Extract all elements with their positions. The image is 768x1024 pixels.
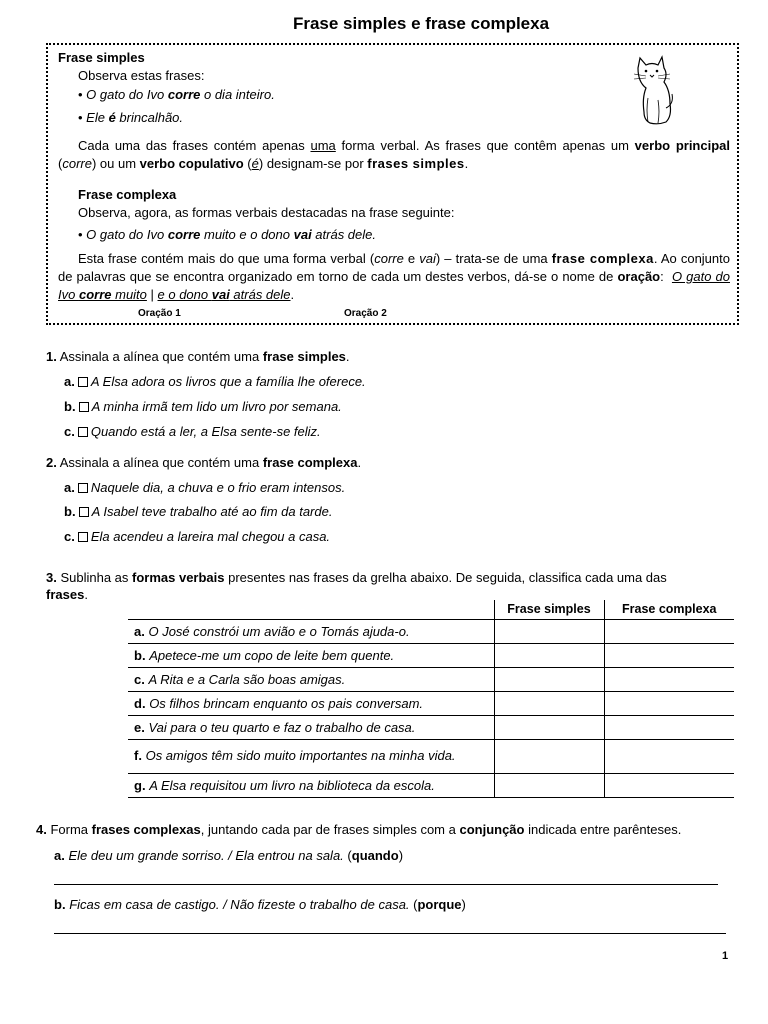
- q1-option-c[interactable]: c. Quando está a ler, a Elsa sente-se feliz.: [64, 424, 321, 439]
- checkbox[interactable]: [78, 377, 88, 387]
- answer-cell[interactable]: [494, 773, 604, 797]
- table-row: d. Os filhos brincam enquanto os pais conversam.: [128, 691, 734, 715]
- explanation-paragraph: Cada uma das frases contém apenas uma forma verbal. As frases que contêm apenas um verbo principal (corre) ou um verbo copulativo (é) designam-se por frases simples.: [58, 138, 730, 171]
- question-3: 3. Sublinha as formas verbais presentes nas frases da grelha abaixo. De seguida, classifica cada uma das frases.: [46, 570, 667, 602]
- answer-cell[interactable]: [604, 619, 734, 643]
- answer-cell[interactable]: [494, 619, 604, 643]
- checkbox[interactable]: [78, 483, 88, 493]
- answer-line-a[interactable]: [54, 884, 718, 885]
- example-sentence: • O gato do Ivo corre o dia inteiro.: [78, 87, 275, 102]
- answer-cell[interactable]: [494, 643, 604, 667]
- header-frase-simples: Frase simples: [494, 600, 604, 619]
- classification-table: [128, 600, 734, 798]
- q2-option-c[interactable]: c. Ela acendeu a lareira mal chegou a casa.: [64, 529, 331, 544]
- example-sentence: • Ele é brincalhão.: [78, 110, 184, 125]
- table-row: e. Vai para o teu quarto e faz o trabalho de casa.: [128, 715, 734, 739]
- checkbox[interactable]: [78, 532, 88, 542]
- checkbox[interactable]: [79, 402, 89, 412]
- answer-cell[interactable]: [604, 643, 734, 667]
- answer-line-b[interactable]: [54, 933, 726, 934]
- intro-text: Observa, agora, as formas verbais destacadas na frase seguinte:: [78, 205, 455, 220]
- label-oracao-1: Oração 1: [138, 308, 181, 319]
- intro-text: Observa estas frases:: [78, 68, 205, 83]
- header-frase-complexa: Frase complexa: [604, 600, 734, 619]
- table-row: g. A Elsa requisitou um livro na biblioteca da escola.: [128, 773, 734, 797]
- page-number: 1: [722, 950, 729, 962]
- table-row: a. O José constrói um avião e o Tomás ajuda-o.: [128, 619, 734, 643]
- table-row: b. Apetece-me um copo de leite bem quente.: [128, 643, 734, 667]
- question-1: 1. Assinala a alínea que contém uma frase simples.: [46, 349, 350, 364]
- answer-cell[interactable]: [604, 691, 734, 715]
- cat-illustration: [628, 54, 676, 126]
- q4-item-b: b. Ficas em casa de castigo. / Não fizeste o trabalho de casa. (porque): [54, 897, 466, 912]
- section-heading-simples: Frase simples: [58, 50, 145, 65]
- answer-cell[interactable]: [494, 715, 604, 739]
- answer-cell[interactable]: [604, 715, 734, 739]
- table-header-row: [128, 600, 734, 619]
- answer-cell[interactable]: [494, 739, 604, 773]
- page-title: Frase simples e frase complexa: [292, 14, 550, 33]
- q2-option-b[interactable]: b. A Isabel teve trabalho até ao fim da tarde.: [64, 504, 333, 519]
- table-row: c. A Rita e a Carla são boas amigas.: [128, 667, 734, 691]
- explanation-paragraph: Esta frase contém mais do que uma forma verbal (corre e vai) – trata-se de uma frase complexa. Ao conjunto de palavras que se encontra organizado em torno de cada um destes verbos, dá-se o nome de oração: O gato do Ivo corre muito | e o dono vai atrás dele.: [58, 251, 730, 302]
- answer-cell[interactable]: [604, 739, 734, 773]
- question-4: 4. Forma frases complexas, juntando cada par de frases simples com a conjunção indicada entre parênteses.: [36, 822, 682, 837]
- question-2: 2. Assinala a alínea que contém uma frase complexa.: [46, 455, 362, 470]
- q2-option-a[interactable]: a. Naquele dia, a chuva e o frio eram intensos.: [64, 480, 346, 495]
- answer-cell[interactable]: [494, 691, 604, 715]
- checkbox[interactable]: [79, 507, 89, 517]
- q4-item-a: a. Ele deu um grande sorriso. / Ela entrou na sala. (quando): [54, 848, 404, 863]
- q1-option-b[interactable]: b. A minha irmã tem lido um livro por semana.: [64, 399, 342, 414]
- answer-cell[interactable]: [604, 773, 734, 797]
- label-oracao-2: Oração 2: [344, 308, 387, 319]
- q1-option-a[interactable]: a. A Elsa adora os livros que a família lhe oferece.: [64, 374, 366, 389]
- table-row: f. Os amigos têm sido muito importantes na minha vida.: [128, 739, 734, 773]
- example-sentence: • O gato do Ivo corre muito e o dono vai atrás dele.: [78, 227, 377, 242]
- section-heading-complexa: Frase complexa: [78, 187, 177, 202]
- checkbox[interactable]: [78, 427, 88, 437]
- answer-cell[interactable]: [604, 667, 734, 691]
- answer-cell[interactable]: [494, 667, 604, 691]
